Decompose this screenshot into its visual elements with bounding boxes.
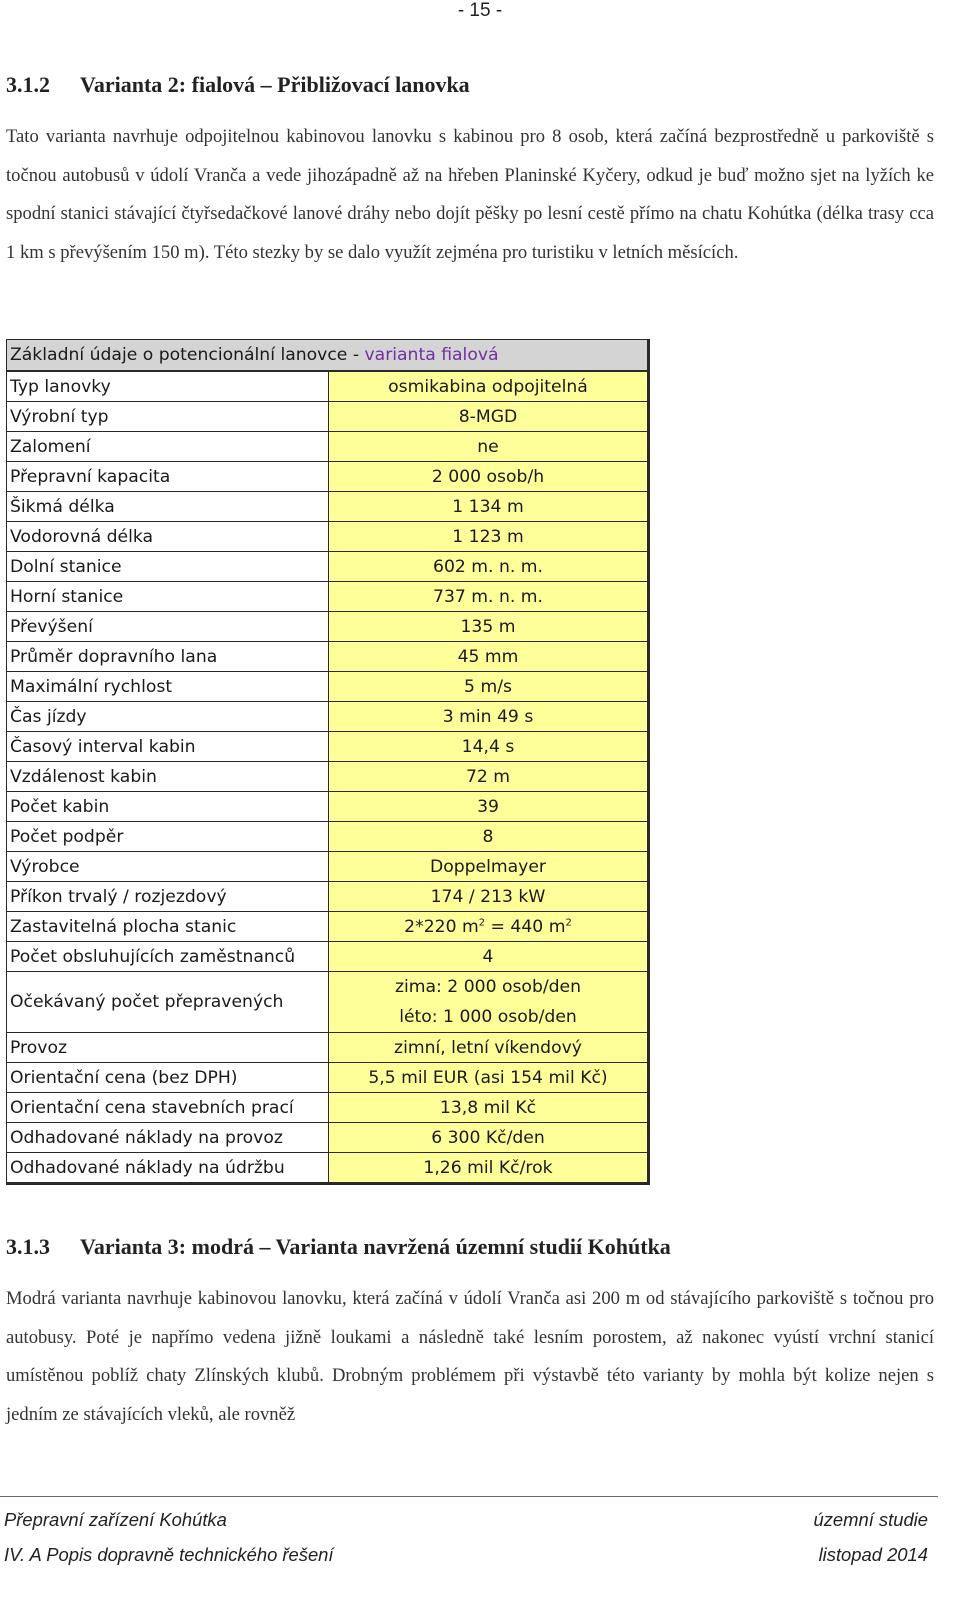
- spec-value: osmikabina odpojitelná: [329, 371, 649, 402]
- table-row: [7, 912, 649, 942]
- table-row: [7, 792, 649, 822]
- table-row: [7, 672, 649, 702]
- table-row: [7, 582, 649, 612]
- table-row: [7, 882, 649, 912]
- section-number: 3.1.3: [6, 1234, 50, 1259]
- table-row: [7, 1123, 649, 1153]
- spec-label: Počet kabin: [7, 792, 329, 822]
- superscript: 2: [478, 916, 486, 928]
- spec-value-summer: léto: 1 000 osob/den: [399, 1007, 577, 1027]
- spec-value: ne: [329, 432, 649, 462]
- table-row: [7, 1153, 649, 1184]
- spec-value: 14,4 s: [329, 732, 649, 762]
- spec-label: Přepravní kapacita: [7, 462, 329, 492]
- table-row: [7, 702, 649, 732]
- spec-value: 1,26 mil Kč/rok: [329, 1153, 649, 1184]
- page-number: - 15 -: [457, 0, 503, 21]
- spec-label: Provoz: [7, 1033, 329, 1063]
- spec-label: Odhadované náklady na provoz: [7, 1123, 329, 1153]
- table-header-row: [7, 340, 649, 372]
- spec-label: Zalomení: [7, 432, 329, 462]
- spec-value-winter: zima: 2 000 osob/den: [394, 977, 582, 997]
- table-row: [7, 552, 649, 582]
- spec-value: 602 m. n. m.: [329, 552, 649, 582]
- table-header-cell: [7, 340, 649, 372]
- spec-value: 135 m: [329, 612, 649, 642]
- spec-value: 1 134 m: [329, 492, 649, 522]
- spec-label: Zastavitelná plocha stanic: [7, 912, 329, 942]
- spec-label: Výrobní typ: [7, 402, 329, 432]
- spec-value: 8-MGD: [329, 402, 649, 432]
- section-title: Varianta 2: fialová – Přibližovací lanovka: [80, 72, 470, 97]
- spec-label: Typ lanovky: [7, 371, 329, 402]
- spec-label: Vzdálenost kabin: [7, 762, 329, 792]
- spec-value: 8: [329, 822, 649, 852]
- table-row: [7, 852, 649, 882]
- spec-label: Šikmá délka: [7, 492, 329, 522]
- spec-value: Doppelmayer: [329, 852, 649, 882]
- section-title: Varianta 3: modrá – Varianta navržená územní studií Kohútka: [80, 1234, 671, 1259]
- table-header-variant: varianta fialová: [364, 345, 499, 365]
- section-heading-3-1-2: [6, 72, 470, 98]
- spec-label: Vodorovná délka: [7, 522, 329, 552]
- spec-label: Počet podpěr: [7, 822, 329, 852]
- table-row: [7, 732, 649, 762]
- section-heading-3-1-3: [6, 1234, 671, 1260]
- spec-label: Horní stanice: [7, 582, 329, 612]
- spec-value: [329, 912, 649, 942]
- spec-value: 4: [329, 942, 649, 972]
- area-value-part: = 440 m: [485, 916, 566, 937]
- table-row: [7, 432, 649, 462]
- spec-label: Očekávaný počet přepravených: [7, 972, 329, 1033]
- footer-study-type: územní studie: [813, 1509, 928, 1530]
- spec-value: 5 m/s: [329, 672, 649, 702]
- table-row: [7, 972, 649, 1033]
- table-row: [7, 522, 649, 552]
- spec-value: 2 000 osob/h: [329, 462, 649, 492]
- spec-value: 737 m. n. m.: [329, 582, 649, 612]
- table-row: [7, 371, 649, 402]
- spec-value: zimní, letní víkendový: [329, 1033, 649, 1063]
- spec-label: Odhadované náklady na údržbu: [7, 1153, 329, 1184]
- table-row: [7, 762, 649, 792]
- table-row: [7, 822, 649, 852]
- table-row: [7, 462, 649, 492]
- spec-value: 45 mm: [329, 642, 649, 672]
- table-row: [7, 402, 649, 432]
- spec-label: Maximální rychlost: [7, 672, 329, 702]
- table-row: [7, 1093, 649, 1123]
- area-value-part: 2*220 m: [404, 916, 479, 937]
- footer-project-title: Přepravní zařízení Kohútka: [4, 1509, 227, 1530]
- spec-label: Příkon trvalý / rozjezdový: [7, 882, 329, 912]
- section-paragraph-variant-3: Modrá varianta navrhuje kabinovou lanovku, která začíná v údolí Vranča asi 200 m od stávajícího parkoviště s točnou pro autobusy. Poté je napřímo vedena jižně loukami a následně také lesním porostem, až nakonec vyústí vrchní stanicí umístěnou poblíž chaty Zlínských klubů. Drobným problémem při výstavbě této varianty by mohla být kolize nejen s jedním ze stávajících vleků, ale rovněž: [6, 1288, 934, 1425]
- spec-value: 5,5 mil EUR (asi 154 mil Kč): [329, 1063, 649, 1093]
- table-header-text: Základní údaje o potencionální lanovce -: [10, 345, 365, 365]
- table-row: [7, 1063, 649, 1093]
- table-row: [7, 1033, 649, 1063]
- spec-label: Časový interval kabin: [7, 732, 329, 762]
- footer-date: listopad 2014: [818, 1544, 928, 1565]
- spec-value: [329, 972, 649, 1033]
- section-paragraph-variant-2: Tato varianta navrhuje odpojitelnou kabinovou lanovku s kabinou pro 8 osob, která začíná bezprostředně u parkoviště s točnou autobusů v údolí Vranča a vede jihozápadně až na hřeben Planinské Kyčery, odkud je buď možno sjet na lyžích ke spodní stanici stávající čtyřsedačkové lanové dráhy nebo dojít pěšky po lesní cestě přímo na chatu Kohútka (délka trasy cca 1 km s převýšením 150 m). Této stezky by se dalo využít zejména pro turistiku v letních měsících.: [6, 126, 934, 263]
- spec-label: Čas jízdy: [7, 702, 329, 732]
- spec-value: 1 123 m: [329, 522, 649, 552]
- table-row: [7, 642, 649, 672]
- spec-label: Orientační cena (bez DPH): [7, 1063, 329, 1093]
- footer-divider: [0, 1496, 938, 1497]
- cable-car-specs-table: [6, 339, 650, 1185]
- spec-label: Převýšení: [7, 612, 329, 642]
- spec-label: Počet obsluhujících zaměstnanců: [7, 942, 329, 972]
- spec-label: Průměr dopravního lana: [7, 642, 329, 672]
- spec-label: Výrobce: [7, 852, 329, 882]
- table-row: [7, 492, 649, 522]
- spec-value: 39: [329, 792, 649, 822]
- footer-chapter: IV. A Popis dopravně technického řešení: [4, 1544, 334, 1565]
- spec-label: Dolní stanice: [7, 552, 329, 582]
- spec-value: 72 m: [329, 762, 649, 792]
- superscript: 2: [565, 916, 572, 928]
- spec-value: 174 / 213 kW: [329, 882, 649, 912]
- spec-value: 3 min 49 s: [329, 702, 649, 732]
- spec-value: 13,8 mil Kč: [329, 1093, 649, 1123]
- spec-label: Orientační cena stavebních prací: [7, 1093, 329, 1123]
- table-row: [7, 612, 649, 642]
- section-number: 3.1.2: [6, 72, 50, 97]
- spec-value: 6 300 Kč/den: [329, 1123, 649, 1153]
- table-row: [7, 942, 649, 972]
